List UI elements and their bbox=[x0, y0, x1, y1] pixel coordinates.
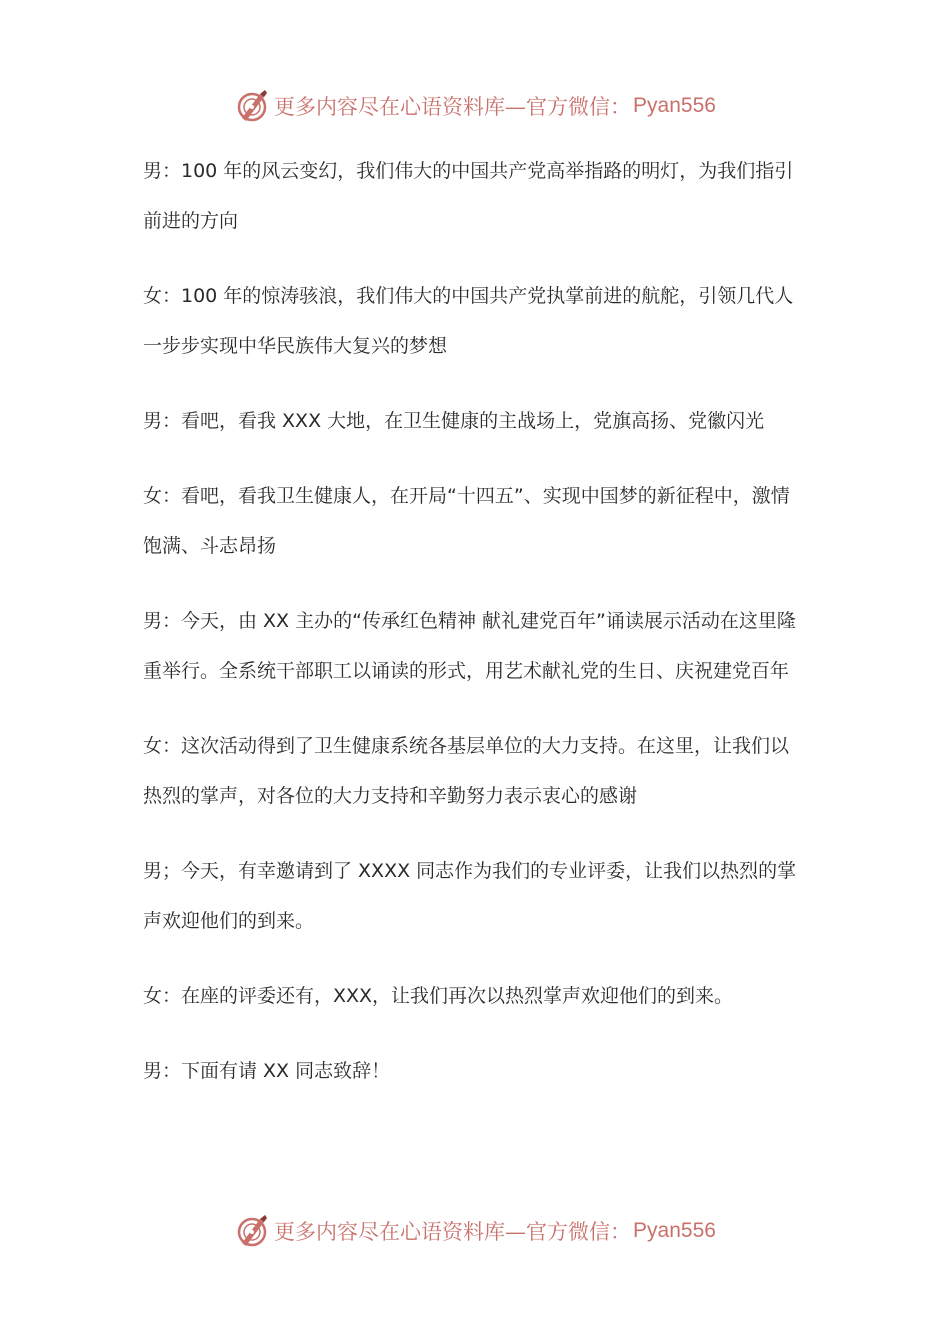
dialogue-paragraph: 女：100 年的惊涛骇浪，我们伟大的中国共产党执掌前进的航舵，引领几代人一步步实现中华民族伟大复兴的梦想 bbox=[143, 285, 794, 357]
footer-banner bbox=[0, 1209, 950, 1253]
dialogue-paragraph: 女：在座的评委还有，XXX，让我们再次以热烈掌声欢迎他们的到来。 bbox=[143, 985, 734, 1007]
dialogue-paragraph: 男：今天，由 XX 主办的“传承红色精神 献礼建党百年”诵读展示活动在这里隆重举行。全系统干部职工以诵读的形式，用艺术献礼党的生日、庆祝建党百年 bbox=[143, 610, 796, 682]
wechat-id: Pyan556 bbox=[633, 1219, 716, 1242]
document-body bbox=[143, 146, 803, 1121]
pen-nib-logo-icon bbox=[234, 88, 270, 124]
dialogue-paragraph: 男：100 年的风云变幻，我们伟大的中国共产党高举指路的明灯，为我们指引前进的方向 bbox=[143, 160, 794, 232]
header-banner bbox=[0, 84, 950, 128]
banner-text: 更多内容尽在心语资料库—官方微信： bbox=[274, 1220, 632, 1244]
dialogue-paragraph: 女：看吧，看我卫生健康人，在开局“十四五”、实现中国梦的新征程中，激情饱满、斗志昂扬 bbox=[143, 485, 790, 557]
wechat-id: Pyan556 bbox=[633, 94, 716, 117]
banner-text: 更多内容尽在心语资料库—官方微信： bbox=[274, 95, 632, 119]
pen-nib-logo-icon bbox=[234, 1213, 270, 1249]
dialogue-paragraph: 男：看吧，看我 XXX 大地，在卫生健康的主战场上，党旗高扬、党徽闪光 bbox=[143, 410, 765, 432]
dialogue-paragraph: 女：这次活动得到了卫生健康系统各基层单位的大力支持。在这里，让我们以热烈的掌声，对各位的大力支持和辛勤努力表示衷心的感谢 bbox=[143, 735, 790, 807]
dialogue-paragraph: 男；今天，有幸邀请到了 XXXX 同志作为我们的专业评委，让我们以热烈的掌声欢迎他们的到来。 bbox=[143, 860, 797, 932]
dialogue-paragraph: 男：下面有请 XX 同志致辞！ bbox=[143, 1060, 391, 1082]
